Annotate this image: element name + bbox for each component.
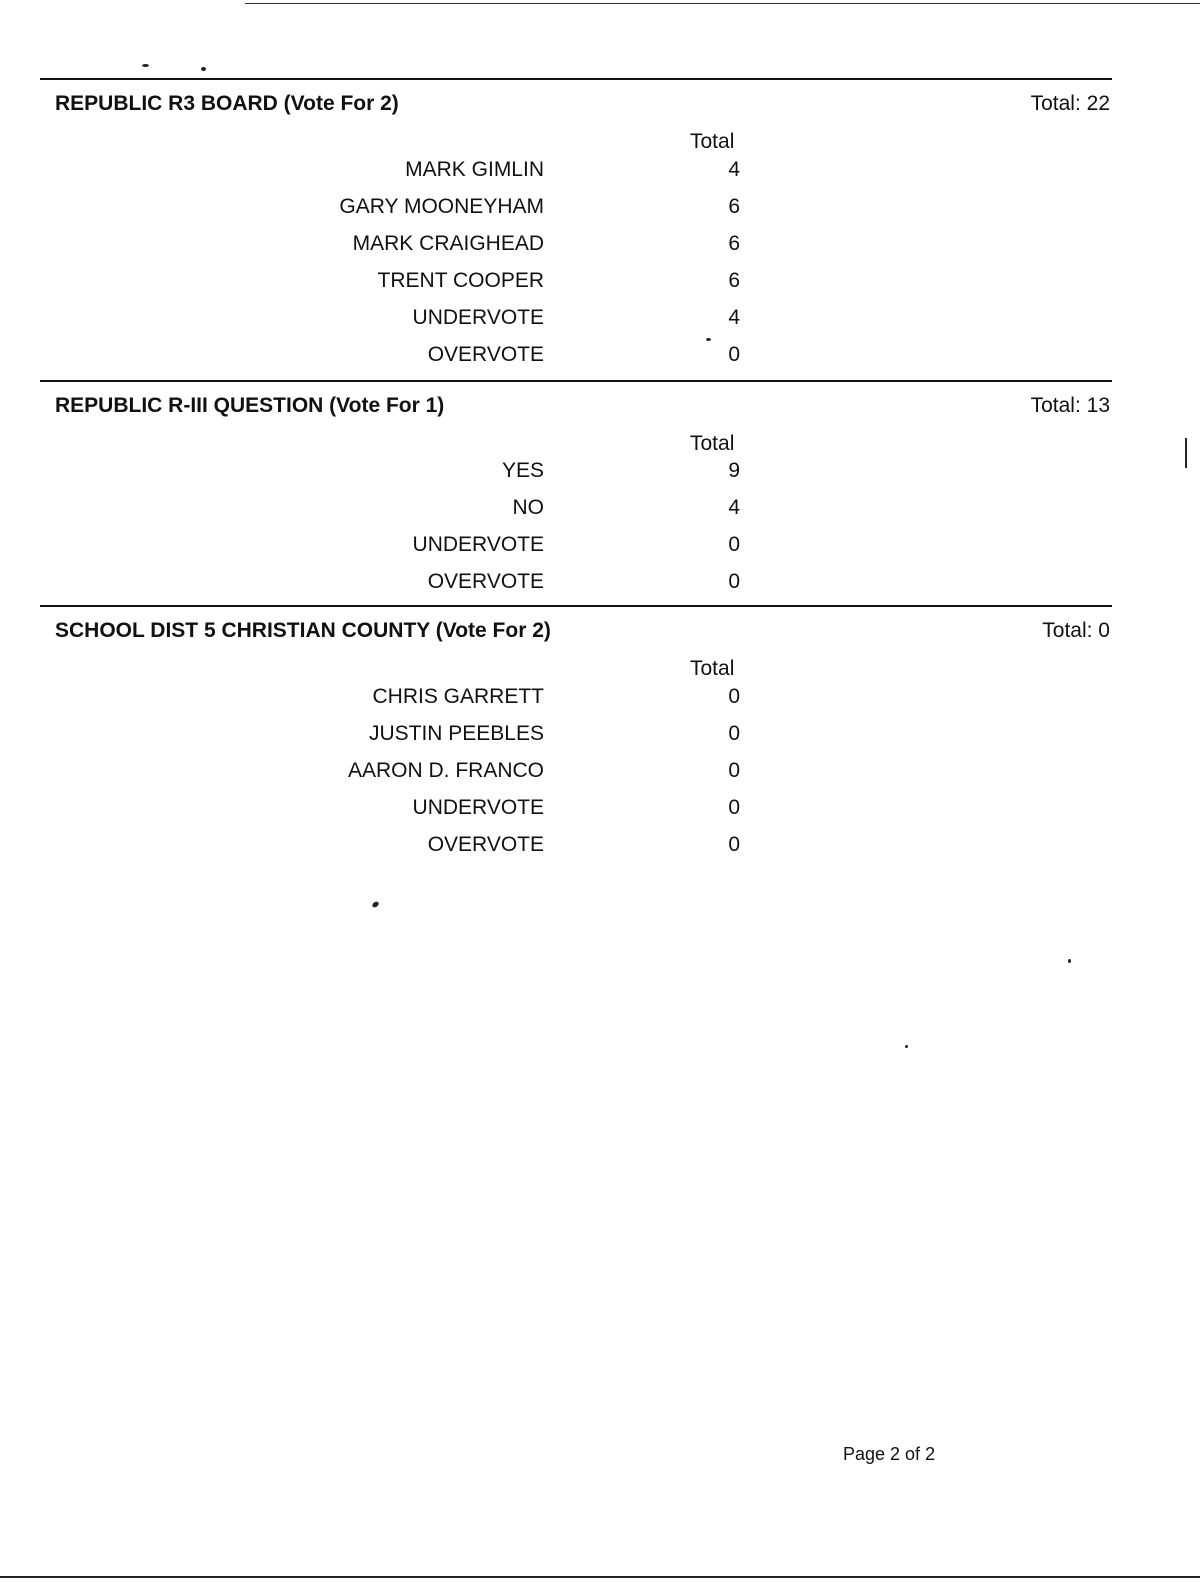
scan-speck — [1068, 959, 1071, 963]
choice-name: OVERVOTE — [427, 833, 544, 856]
section-divider — [40, 605, 1112, 607]
choice-row — [40, 496, 1112, 522]
contest-title: REPUBLIC R3 BOARD (Vote For 2) — [55, 92, 399, 115]
contest-total: Total: 0 — [1042, 619, 1110, 642]
top-edge-rule — [245, 3, 1200, 4]
choice-votes: 9 — [728, 459, 740, 482]
scan-speck — [371, 900, 380, 908]
choice-row — [40, 759, 1112, 785]
choice-votes: 4 — [728, 496, 740, 519]
choice-row — [40, 833, 1112, 859]
choice-votes: 0 — [728, 685, 740, 708]
column-header-total: Total — [690, 657, 735, 680]
contest-total: Total: 22 — [1030, 92, 1110, 115]
column-header-total: Total — [690, 130, 735, 153]
choice-votes: 4 — [728, 306, 740, 329]
choice-row — [40, 343, 1112, 369]
choice-name: CHRIS GARRETT — [372, 685, 544, 708]
bottom-edge-rule — [0, 1576, 1200, 1578]
choice-votes: 0 — [728, 796, 740, 819]
choice-row — [40, 306, 1112, 332]
column-header-total: Total — [690, 432, 735, 455]
choice-name: UNDERVOTE — [412, 796, 544, 819]
choice-votes: 0 — [728, 722, 740, 745]
choice-votes: 0 — [728, 343, 740, 366]
choice-votes: 0 — [728, 833, 740, 856]
choice-name: OVERVOTE — [427, 343, 544, 366]
choice-votes: 4 — [728, 158, 740, 181]
choice-name: MARK GIMLIN — [405, 158, 544, 181]
choice-name: UNDERVOTE — [412, 533, 544, 556]
scan-speck — [1185, 438, 1187, 468]
choice-name: TRENT COOPER — [377, 269, 544, 292]
choice-name: MARK CRAIGHEAD — [352, 232, 544, 255]
contest-title: REPUBLIC R-III QUESTION (Vote For 1) — [55, 394, 445, 417]
choice-row — [40, 195, 1112, 221]
scan-speck — [142, 64, 149, 67]
section-divider — [40, 78, 1112, 80]
choice-votes: 6 — [728, 269, 740, 292]
contest-total: Total: 13 — [1030, 394, 1110, 417]
choice-votes: 0 — [728, 759, 740, 782]
choice-row — [40, 459, 1112, 485]
choice-row — [40, 570, 1112, 596]
section-divider — [40, 380, 1112, 382]
choice-votes: 6 — [728, 232, 740, 255]
scan-speck — [201, 67, 206, 71]
choice-name: GARY MOONEYHAM — [339, 195, 544, 218]
choice-name: AARON D. FRANCO — [347, 759, 544, 782]
choice-row — [40, 269, 1112, 295]
choice-votes: 6 — [728, 195, 740, 218]
choice-name: YES — [501, 459, 544, 482]
choice-votes: 0 — [728, 570, 740, 593]
choice-row — [40, 232, 1112, 258]
contest-section — [40, 380, 1112, 605]
choice-row — [40, 533, 1112, 559]
contest-section — [40, 605, 1112, 875]
choice-name: JUSTIN PEEBLES — [368, 722, 544, 745]
choice-name: NO — [512, 496, 544, 519]
choice-row — [40, 158, 1112, 184]
contest-title: SCHOOL DIST 5 CHRISTIAN COUNTY (Vote For 2) — [55, 619, 551, 642]
choice-name: OVERVOTE — [427, 570, 544, 593]
choice-name: UNDERVOTE — [412, 306, 544, 329]
choice-row — [40, 796, 1112, 822]
contest-section — [40, 78, 1112, 378]
page-number: Page 2 of 2 — [843, 1444, 936, 1464]
choice-votes: 0 — [728, 533, 740, 556]
choice-row — [40, 722, 1112, 748]
choice-row — [40, 685, 1112, 711]
scan-speck — [905, 1045, 908, 1048]
